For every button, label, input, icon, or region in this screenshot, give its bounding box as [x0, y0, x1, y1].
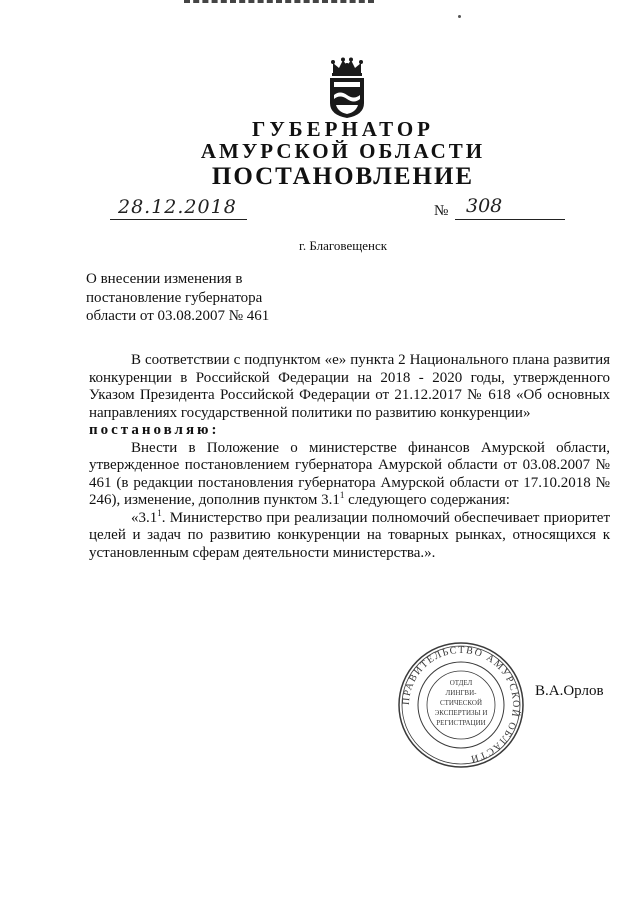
document-date: 28.12.2018 [118, 196, 237, 218]
document-type: ПОСТАНОВЛЕНИЕ [211, 163, 475, 190]
decree-word: постановляю: [89, 422, 220, 438]
document-body [89, 352, 610, 562]
stamp-line: ЭКСПЕРТИЗЫ И [434, 709, 488, 717]
quote-start: «3.1 [131, 509, 158, 526]
quote-paragraph [89, 507, 610, 563]
subject-line: О внесении изменения в [86, 271, 243, 287]
city: г. Благовещенск [298, 238, 388, 253]
number-sign: № [434, 203, 449, 219]
header-title: ГУБЕРНАТОР [251, 117, 435, 141]
superscript: 1 [339, 490, 345, 500]
stamp-line: СТИЧЕСКОЙ [439, 699, 483, 707]
superscript: 1 [157, 507, 162, 518]
subject-block [86, 270, 316, 326]
stamp-outer-text: ПРАВИТЕЛЬСТВО АМУРСКОЙ ОБЛАСТИ [400, 644, 522, 765]
stamp-line: ЛИНГВИ- [445, 689, 477, 697]
stamp-line: РЕГИСТРАЦИИ [436, 719, 486, 727]
header-region: АМУРСКОЙ ОБЛАСТИ [200, 139, 486, 163]
main-text: Внести в Положение о министерстве финансов Амурской области, утвержденное постановлением губернатора Амурской области от 03.08.2007 № 461 (в редакции постановления губернатора Амурской области от 17.10.2018 № 246), изменение, дополнив пунктом 3.1 [89, 439, 610, 508]
document-number: 308 [466, 195, 503, 217]
signature-name: В.А.Орлов [535, 683, 604, 699]
main-text-end: следующего содержания: [344, 492, 510, 508]
quote-text: . Министерство при реализации полномочий обеспечивает приоритет целей и задач по развитию конкуренции на товарных рынках, относящихся к установленным сферам деятельности министерства.». [89, 509, 610, 561]
subject-line: области от 03.08.2007 № 461 [86, 308, 270, 324]
coat-of-arms-icon [325, 57, 369, 119]
official-stamp [397, 641, 525, 769]
scan-artifact [184, 0, 374, 7]
scan-dot [458, 15, 461, 18]
main-paragraph [89, 440, 610, 510]
subject-line: постановление губернатора [86, 289, 263, 306]
stamp-line: ОТДЕЛ [449, 679, 473, 687]
preamble: В соответствии с подпунктом «е» пункта 2 Национального плана развития конкуренции в Российской Федерации на 2018 - 2020 годы, утвержденного Указом Президента Российской Федерации от 21.12.2017 № 618 «Об основных направлениях государственной политики по развитию конкуренции» [89, 352, 610, 421]
